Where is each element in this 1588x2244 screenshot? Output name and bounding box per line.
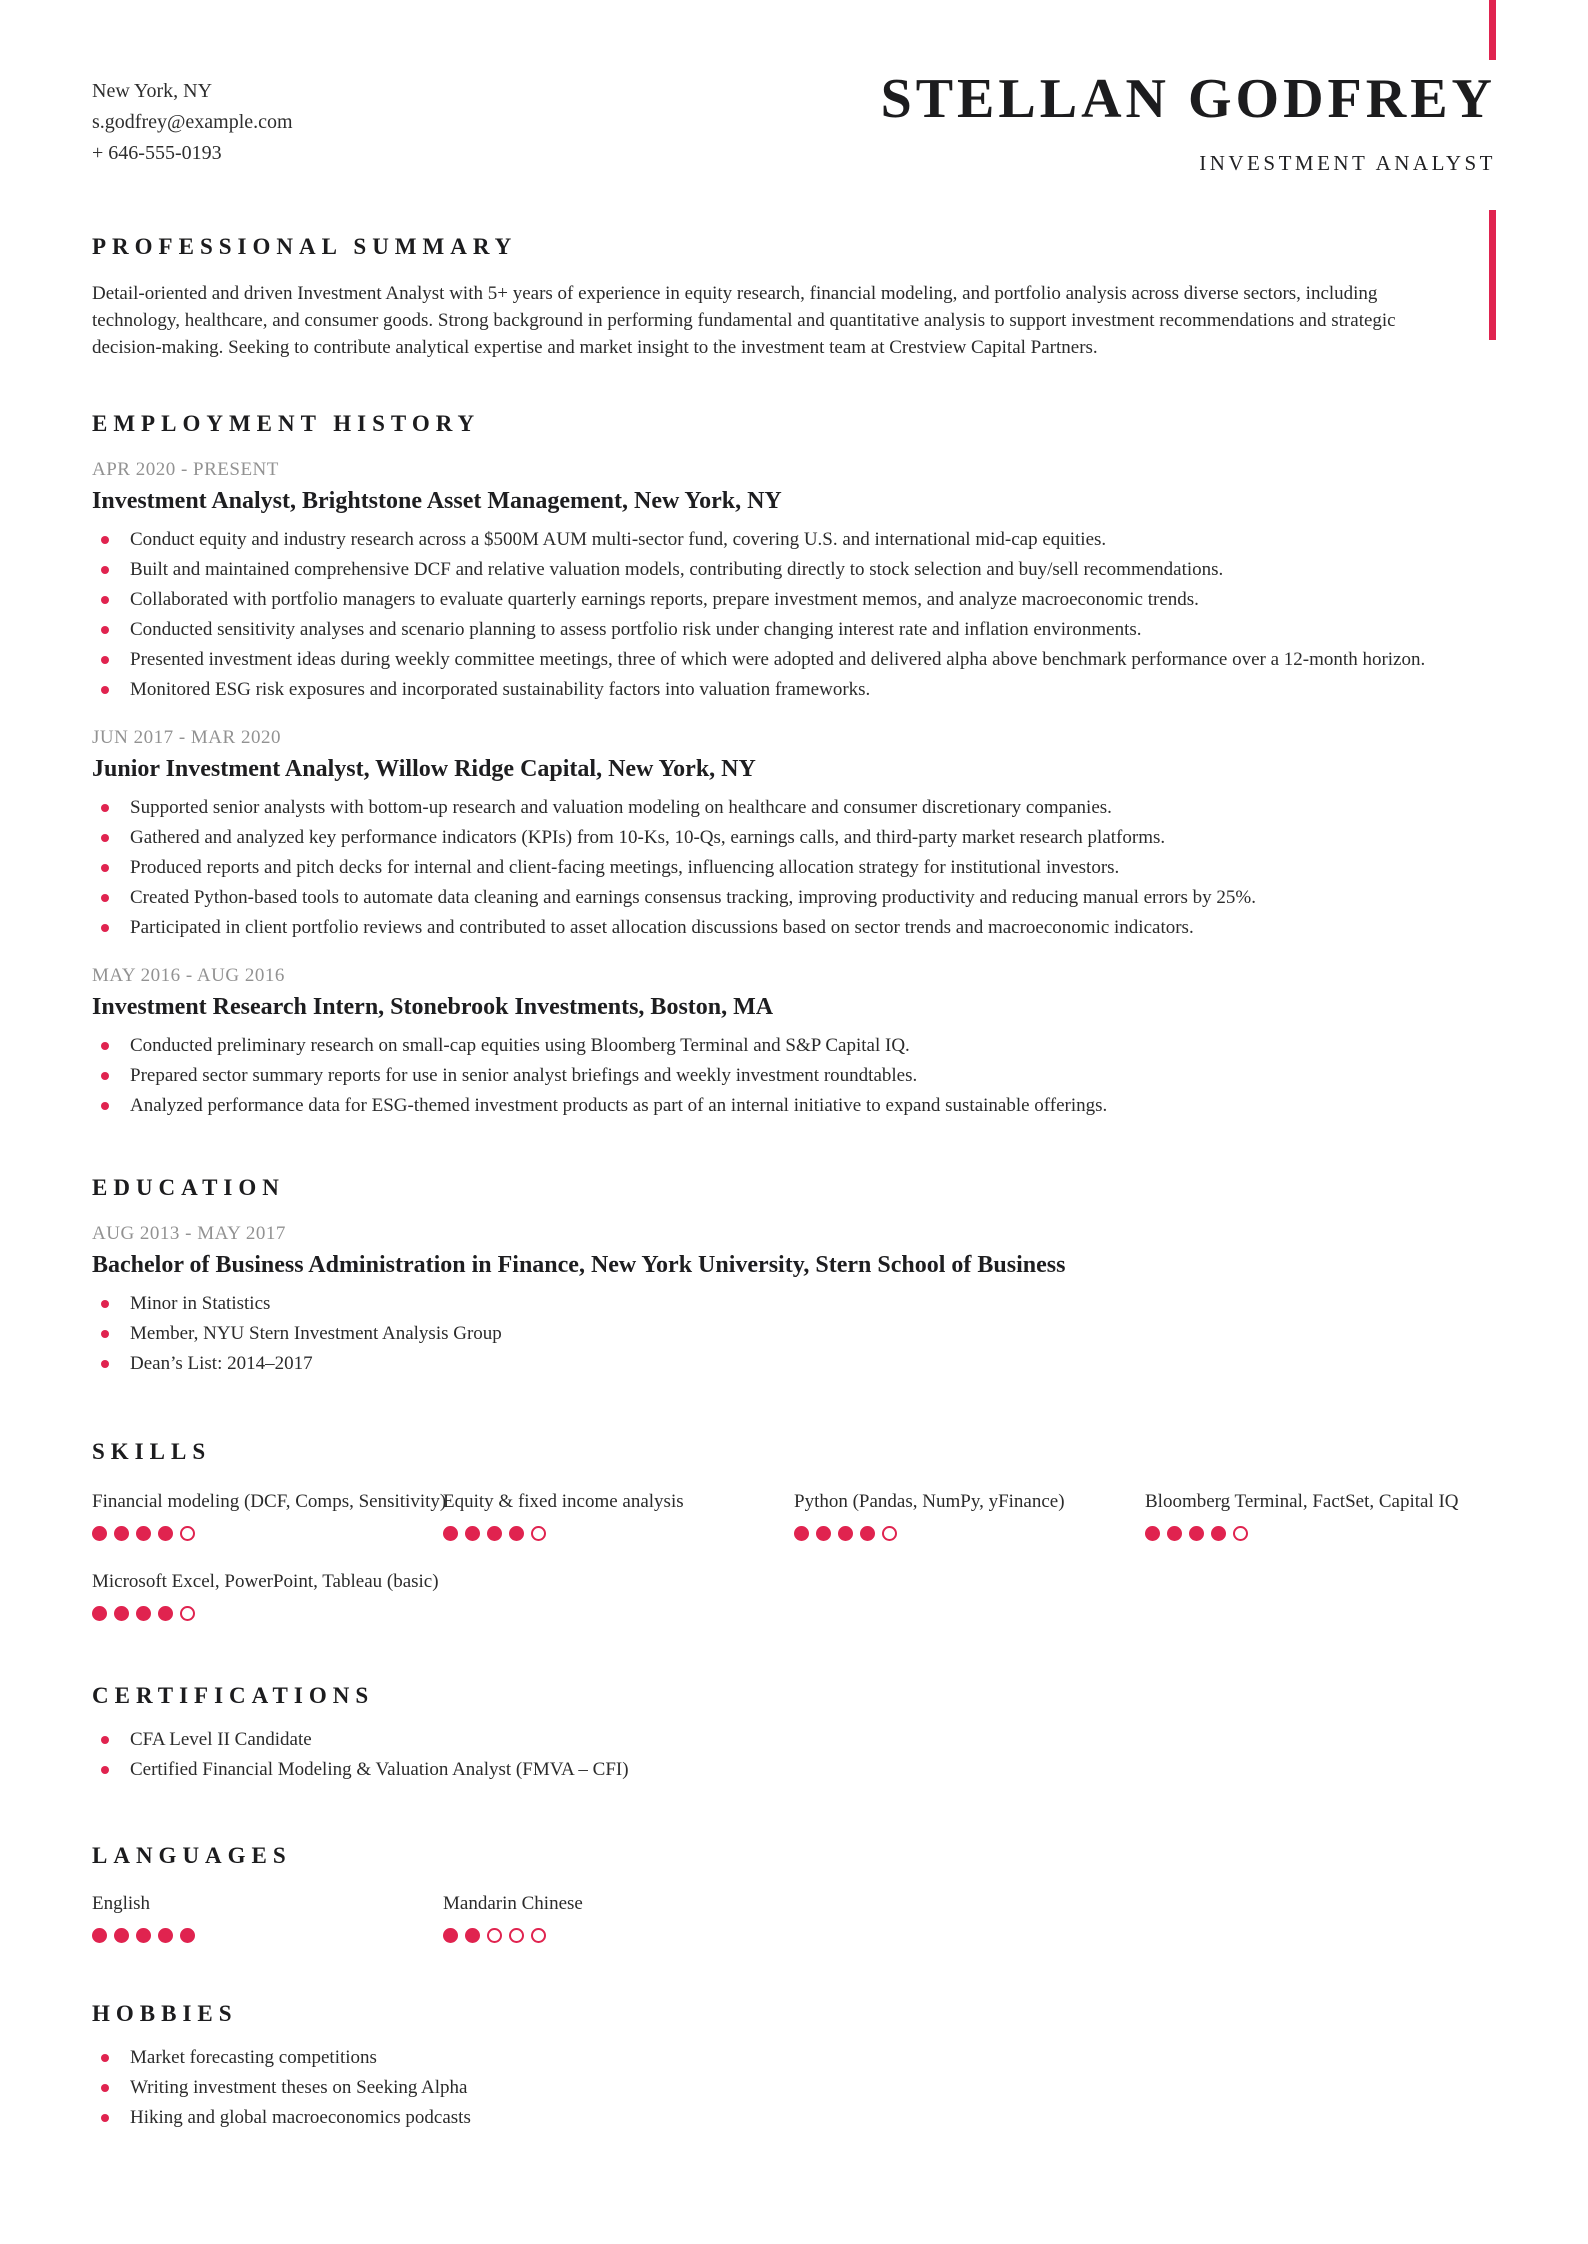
rating-dot-filled (1145, 1526, 1160, 1541)
section-heading-education: EDUCATION (92, 1174, 285, 1200)
list-item (92, 525, 1496, 555)
rating-dot-filled (816, 1526, 831, 1541)
section-professional-summary (92, 234, 1496, 361)
rating-dot-filled (1189, 1526, 1204, 1541)
bullet-icon (101, 536, 109, 544)
rating-dot-filled (1211, 1526, 1226, 1541)
language-label: English (92, 1892, 151, 1914)
list-item (92, 2103, 1496, 2133)
list-item-text: Supported senior analysts with bottom-up research and valuation modeling on healthcare and consumer discretionary companies. (130, 796, 1112, 818)
rating-dot-filled (92, 1606, 107, 1621)
section-heading-hobbies: HOBBIES (92, 2000, 238, 2026)
skills-grid (92, 1491, 1496, 1621)
candidate-name: STELLAN GODFREY (880, 68, 1496, 130)
rating-dot-filled (487, 1526, 502, 1541)
employment-entry (92, 459, 1496, 705)
languages-grid (92, 1893, 1496, 1943)
section-heading-skills: SKILLS (92, 1438, 212, 1464)
list-item (92, 645, 1496, 675)
rating-dot-empty (531, 1928, 546, 1943)
rating-dot-filled (180, 1928, 195, 1943)
rating-dot-filled (136, 1526, 151, 1541)
rating-dot-filled (158, 1606, 173, 1621)
list-item (92, 1289, 1496, 1319)
skill-rating (794, 1526, 1145, 1541)
accent-bar-bottom (1489, 210, 1496, 340)
summary-text: Detail-oriented and driven Investment Analyst with 5+ years of experience in equity research, financial modeling, and portfolio analysis across diverse sectors, including technology, healthcare, and consumer goods. Strong background in performing fundamental and quantitative analysis to support investment recommendations and strategic decision-making. Seeking to contribute analytical expertise and market insight to the investment team at Crestview Capital Partners. (92, 282, 1396, 358)
list-item-text: Analyzed performance data for ESG-themed investment products as part of an internal initiative to expand sustainable offerings. (130, 1094, 1108, 1116)
list-item (92, 823, 1496, 853)
section-heading-languages: LANGUAGES (92, 1842, 292, 1868)
bullet-icon (101, 1736, 109, 1744)
bullet-icon (101, 924, 109, 932)
bullet-icon (101, 1300, 109, 1308)
rating-dot-filled (443, 1928, 458, 1943)
identity-block (881, 70, 1496, 176)
list-item-text: Presented investment ideas during weekly committee meetings, three of which were adopted and delivered alpha above benchmark performance over a 12-month horizon. (130, 648, 1426, 670)
list-item-text: Conducted preliminary research on small-cap equities using Bloomberg Terminal and S&P Capital IQ. (130, 1034, 910, 1056)
list-item-text: Gathered and analyzed key performance indicators (KPIs) from 10-Ks, 10-Qs, earnings calls, and third-party market research platforms. (130, 826, 1166, 848)
list-item-text: Minor in Statistics (130, 1292, 271, 1314)
rating-dot-empty (487, 1928, 502, 1943)
rating-dot-filled (838, 1526, 853, 1541)
list-item (92, 883, 1496, 913)
bullet-icon (101, 2084, 109, 2092)
rating-dot-filled (443, 1526, 458, 1541)
bullet-icon (101, 2114, 109, 2122)
entry-dates: APR 2020 - PRESENT (92, 458, 279, 480)
education-entry (92, 1223, 1496, 1379)
rating-dot-filled (136, 1928, 151, 1943)
list-item (92, 1725, 1496, 1755)
rating-dot-filled (136, 1606, 151, 1621)
list-item (92, 585, 1496, 615)
rating-dot-filled (1167, 1526, 1182, 1541)
contact-email: s.godfrey@example.com (92, 111, 293, 133)
skill-label: Microsoft Excel, PowerPoint, Tableau (basic) (92, 1570, 439, 1592)
rating-dot-empty (531, 1526, 546, 1541)
skill-label: Equity & fixed income analysis (443, 1490, 684, 1512)
skill-item (92, 1490, 447, 1541)
language-item (92, 1893, 443, 1943)
list-item-text: Conduct equity and industry research across a $500M AUM multi-sector fund, covering U.S. and international mid-cap equities. (130, 528, 1107, 550)
list-item (92, 2073, 1496, 2103)
list-item (92, 675, 1496, 705)
skill-label: Python (Pandas, NumPy, yFinance) (794, 1490, 1065, 1512)
list-item (92, 615, 1496, 645)
rating-dot-filled (92, 1928, 107, 1943)
section-heading-employment: EMPLOYMENT HISTORY (92, 410, 481, 436)
list-item (92, 555, 1496, 585)
contact-block (92, 70, 293, 169)
bullet-icon (101, 894, 109, 902)
list-item-text: Hiking and global macroeconomics podcasts (130, 2106, 471, 2128)
skill-label: Financial modeling (DCF, Comps, Sensitivity) (92, 1490, 447, 1512)
section-languages (92, 1843, 1496, 1943)
bullet-icon (101, 864, 109, 872)
bullet-icon (101, 1330, 109, 1338)
hobby-bullets (92, 2043, 1496, 2133)
entry-bullets (92, 1031, 1496, 1121)
certification-bullets (92, 1725, 1496, 1785)
candidate-title: INVESTMENT ANALYST (1199, 150, 1496, 175)
list-item (92, 2043, 1496, 2073)
section-heading-summary: PROFESSIONAL SUMMARY (92, 233, 518, 259)
rating-dot-filled (465, 1526, 480, 1541)
list-item (92, 1319, 1496, 1349)
skill-item (1145, 1491, 1496, 1541)
skill-rating (92, 1526, 443, 1541)
rating-dot-empty (1233, 1526, 1248, 1541)
education-bullets (92, 1289, 1496, 1379)
list-item-text: Participated in client portfolio reviews and contributed to asset allocation discussions based on sector trends and macroeconomic indicators. (130, 916, 1194, 938)
skill-rating (92, 1606, 443, 1621)
entry-bullets (92, 793, 1496, 943)
skill-item (92, 1571, 443, 1621)
header (92, 70, 1496, 176)
skill-item (443, 1491, 794, 1541)
list-item (92, 1031, 1496, 1061)
skill-rating (443, 1526, 794, 1541)
contact-phone: + 646-555-0193 (92, 142, 222, 164)
list-item-text: CFA Level II Candidate (130, 1728, 312, 1750)
bullet-icon (101, 804, 109, 812)
rating-dot-filled (114, 1928, 129, 1943)
list-item (92, 1091, 1496, 1121)
entry-dates: AUG 2013 - MAY 2017 (92, 1222, 286, 1244)
bullet-icon (101, 1360, 109, 1368)
accent-bar-top (1489, 0, 1496, 60)
bullet-icon (101, 1766, 109, 1774)
rating-dot-empty (882, 1526, 897, 1541)
section-employment-history (92, 411, 1496, 1121)
list-item-text: Member, NYU Stern Investment Analysis Group (130, 1322, 502, 1344)
entry-dates: MAY 2016 - AUG 2016 (92, 964, 285, 986)
language-label: Mandarin Chinese (443, 1892, 583, 1914)
bullet-icon (101, 596, 109, 604)
rating-dot-empty (180, 1526, 195, 1541)
list-item (92, 793, 1496, 823)
rating-dot-filled (92, 1526, 107, 1541)
list-item (92, 1349, 1496, 1379)
bullet-icon (101, 1042, 109, 1050)
bullet-icon (101, 1102, 109, 1110)
contact-location: New York, NY (92, 80, 213, 102)
employment-entry (92, 965, 1496, 1121)
list-item-text: Writing investment theses on Seeking Alpha (130, 2076, 468, 2098)
bullet-icon (101, 656, 109, 664)
rating-dot-filled (509, 1526, 524, 1541)
entry-bullets (92, 525, 1496, 705)
bullet-icon (101, 626, 109, 634)
section-certifications (92, 1683, 1496, 1785)
rating-dot-filled (794, 1526, 809, 1541)
rating-dot-empty (509, 1928, 524, 1943)
section-hobbies (92, 2001, 1496, 2133)
employment-entry (92, 727, 1496, 943)
rating-dot-filled (114, 1526, 129, 1541)
skill-rating (1145, 1526, 1496, 1541)
list-item-text: Prepared sector summary reports for use in senior analyst briefings and weekly investment roundtables. (130, 1064, 918, 1086)
language-rating (443, 1928, 794, 1943)
list-item (92, 1755, 1496, 1785)
skill-item (794, 1491, 1145, 1541)
rating-dot-filled (158, 1928, 173, 1943)
rating-dot-filled (158, 1526, 173, 1541)
bullet-icon (101, 686, 109, 694)
language-item (443, 1893, 794, 1943)
section-skills (92, 1439, 1496, 1621)
list-item-text: Built and maintained comprehensive DCF and relative valuation models, contributing directly to stock selection and buy/sell recommendations. (130, 558, 1224, 580)
section-education (92, 1175, 1496, 1379)
list-item-text: Conducted sensitivity analyses and scenario planning to assess portfolio risk under changing interest rate and inflation environments. (130, 618, 1142, 640)
entry-dates: JUN 2017 - MAR 2020 (92, 726, 281, 748)
list-item-text: Dean’s List: 2014–2017 (130, 1352, 313, 1374)
list-item-text: Collaborated with portfolio managers to evaluate quarterly earnings reports, prepare investment memos, and analyze macroeconomic trends. (130, 588, 1199, 610)
rating-dot-filled (465, 1928, 480, 1943)
skill-label: Bloomberg Terminal, FactSet, Capital IQ (1145, 1490, 1459, 1512)
rating-dot-empty (180, 1606, 195, 1621)
entry-title: Junior Investment Analyst, Willow Ridge Capital, New York, NY (92, 755, 756, 782)
list-item-text: Created Python-based tools to automate data cleaning and earnings consensus tracking, improving productivity and reducing manual errors by 25%. (130, 886, 1256, 908)
bullet-icon (101, 566, 109, 574)
bullet-icon (101, 2054, 109, 2062)
rating-dot-filled (114, 1606, 129, 1621)
list-item-text: Produced reports and pitch decks for internal and client-facing meetings, influencing allocation strategy for institutional investors. (130, 856, 1120, 878)
list-item (92, 853, 1496, 883)
degree-title: Bachelor of Business Administration in Finance, New York University, Stern School of Business (92, 1251, 1066, 1278)
list-item-text: Monitored ESG risk exposures and incorporated sustainability factors into valuation frameworks. (130, 678, 871, 700)
list-item (92, 1061, 1496, 1091)
entry-title: Investment Analyst, Brightstone Asset Management, New York, NY (92, 487, 782, 514)
rating-dot-filled (860, 1526, 875, 1541)
language-rating (92, 1928, 443, 1943)
section-heading-certifications: CERTIFICATIONS (92, 1682, 375, 1708)
list-item (92, 913, 1496, 943)
bullet-icon (101, 1072, 109, 1080)
bullet-icon (101, 834, 109, 842)
list-item-text: Certified Financial Modeling & Valuation Analyst (FMVA – CFI) (130, 1758, 629, 1780)
list-item-text: Market forecasting competitions (130, 2046, 377, 2068)
entry-title: Investment Research Intern, Stonebrook Investments, Boston, MA (92, 993, 774, 1020)
